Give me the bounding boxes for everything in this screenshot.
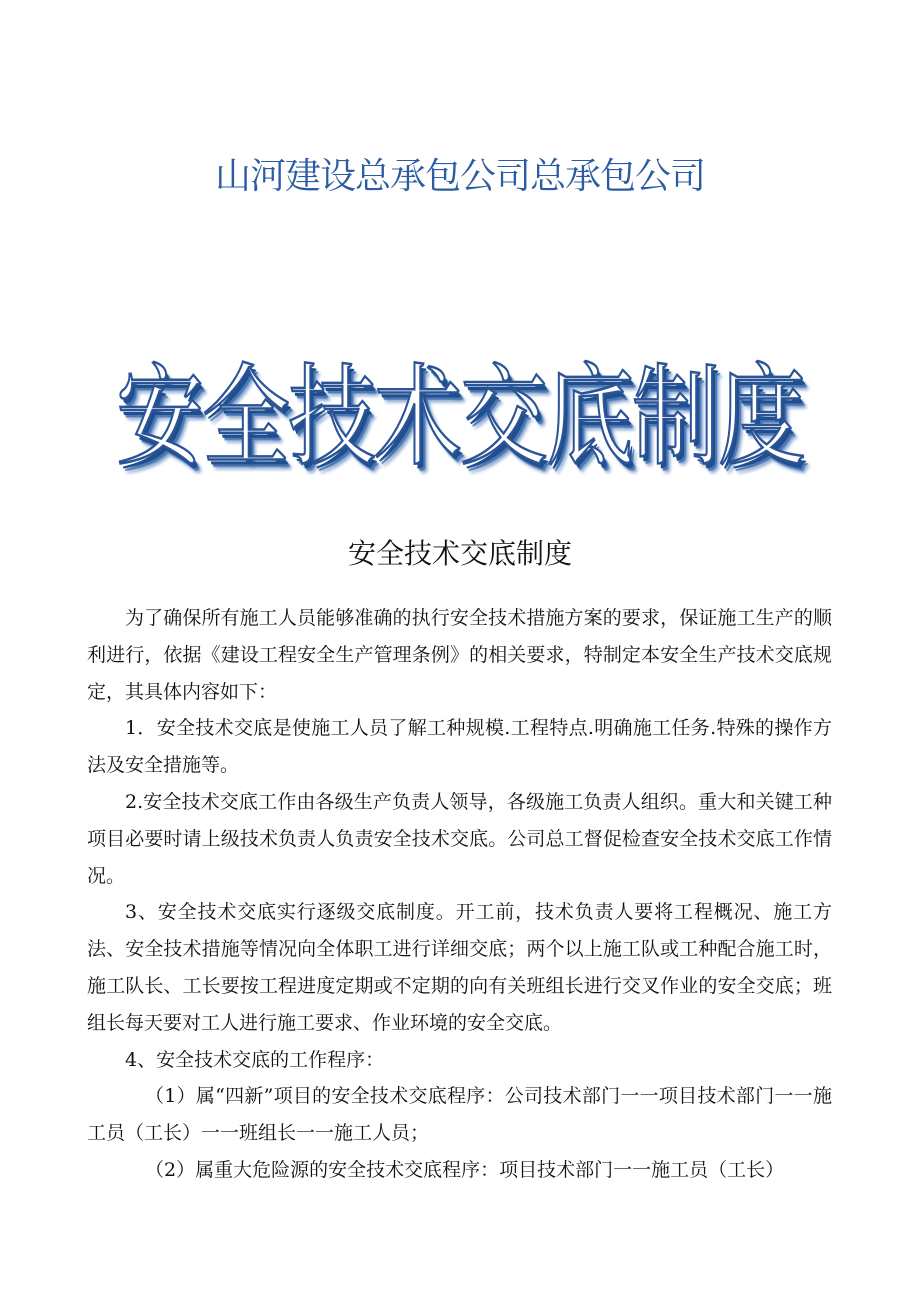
document-title: 安全技术交底制度 [347, 537, 572, 570]
document-body [87, 600, 832, 1189]
company-name: 山河建设总承包公司总承包公司 [214, 156, 705, 197]
paragraph-item-3: 3、安全技术交底实行逐级交底制度。开工前，技术负责人要将工程概况、施工方法、安全技术措施等情况向全体职工进行详细交底；两个以上施工队或工种配合施工时，施工队长、工长要按工程进度定期或不定期的向有关班组长进行交叉作业的安全交底；班组长每天要对工人进行施工要求、作业环境的安全交底。 [87, 901, 832, 1034]
paragraph-subitem-1: （1）属“四新”项目的安全技术交底程序：公司技术部门一一项目技术部门一一施工员（工长）一一班组长一一施工人员； [87, 1085, 832, 1145]
paragraph-intro: 为了确保所有施工人员能够准确的执行安全技术措施方案的要求，保证施工生产的顺利进行，依据《建设工程安全生产管理条例》的相关要求，特制定本安全生产技术交底规定，其具体内容如下： [87, 607, 832, 703]
paragraph-item-2: 2.安全技术交底工作由各级生产负责人领导，各级施工负责人组织。重大和关键工种项目必要时请上级技术负责人负责安全技术交底。公司总工督促检查安全技术交底工作情况。 [87, 790, 832, 887]
paragraph-subitem-2: （2）属重大危险源的安全技术交底程序：项目技术部门一一施工员（工长） [145, 1158, 785, 1181]
paragraph-item-4: 4、安全技术交底的工作程序： [125, 1048, 385, 1071]
wordart-title: 安全技术交底制度 [115, 352, 804, 482]
paragraph-item-1: 1．安全技术交底是使施工人员了解工种规模.工程特点.明确施工任务.特殊的操作方法及安全措施等。 [87, 717, 832, 777]
